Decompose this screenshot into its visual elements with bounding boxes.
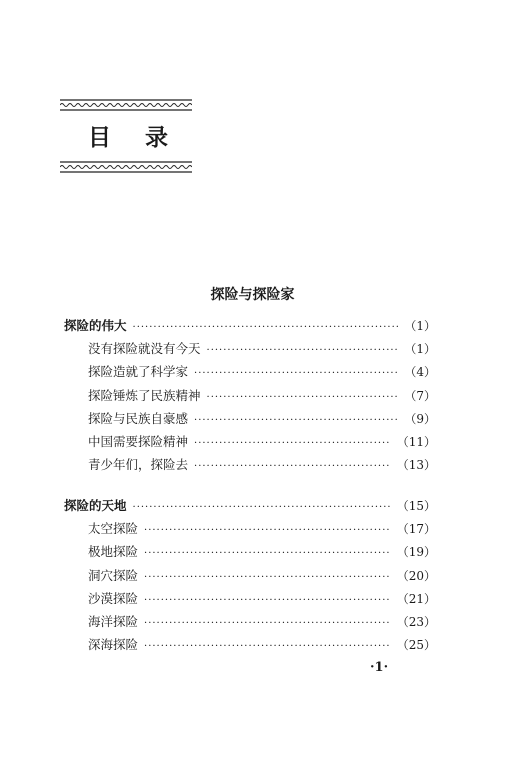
toc-entry-title: 沙漠探险 [88,590,139,606]
toc-entry-page: （17） [396,522,436,537]
toc-entry-title: 青少年们，探险去 [88,457,189,473]
toc-entry [64,566,436,589]
dot-leader [207,345,399,356]
toc-entry [64,432,436,455]
dot-leader [133,322,399,333]
dot-leader [194,415,398,426]
toc-entry [64,339,436,362]
toc-entry-page: （1） [404,319,436,333]
toc-entry-page: （20） [396,568,436,583]
toc-entry-title: 洞穴探险 [88,567,139,583]
dot-leader [194,461,391,472]
dot-leader [133,502,391,513]
dot-leader [207,392,399,403]
toc-entry-title: 极地探险 [88,544,139,560]
toc-entry-page: （21） [396,591,436,606]
toc-entry-title: 没有探险就没有今天 [88,341,201,357]
toc-chapter-2 [64,496,436,658]
toc-entry [64,362,436,385]
page-number: ·1· [370,660,389,675]
toc-entry-page: （7） [404,388,436,403]
dot-leader [144,595,391,606]
dot-leader [194,438,391,449]
toc-entry-page: （9） [404,411,436,426]
toc-chapter-1 [64,316,436,478]
toc-entry [64,635,436,658]
top-wavy-rule [60,98,192,112]
toc-entry-page: （4） [404,365,436,380]
toc-entry-page: （23） [396,614,436,629]
toc-entry-title: 海洋探险 [88,613,139,629]
heading-char-1: 目 [88,125,111,151]
toc-entry-title: 太空探险 [88,521,139,537]
toc-entry-title: 中国需要探险精神 [88,433,189,449]
toc-entry [64,386,436,409]
toc-entry-title: 探险与民族自豪感 [88,410,189,426]
toc-entry-page: （15） [396,499,436,513]
toc-entry-page: （25） [396,638,436,653]
toc-entry-title: 探险的伟大 [64,318,127,333]
toc-entry-page: （19） [396,545,436,560]
toc-entry-page: （13） [396,458,436,473]
toc-entry [64,409,436,432]
toc-entry [64,542,436,565]
dot-leader [144,618,391,629]
dot-leader [194,368,398,379]
heading-char-2: 录 [145,125,168,151]
toc-chapter-entry [64,316,436,339]
toc-entry [64,612,436,635]
toc-entry-page: （11） [396,434,436,449]
toc-entry [64,455,436,478]
toc-entry [64,519,436,542]
dot-leader [144,641,391,652]
toc-chapter-entry [64,496,436,519]
toc-entry-title: 探险锤炼了民族精神 [88,387,201,403]
dot-leader [144,525,391,536]
toc-entry-title: 深海探险 [88,637,139,653]
page-heading [60,120,192,156]
dot-leader [144,548,391,559]
toc-entry [64,589,436,612]
bottom-wavy-rule [60,160,192,174]
toc-entry-page: （1） [404,342,436,357]
toc-entry-title: 探险造就了科学家 [88,364,189,380]
section-title: 探险与探险家 [210,287,295,303]
toc-entry-title: 探险的天地 [64,498,127,513]
dot-leader [144,572,391,583]
